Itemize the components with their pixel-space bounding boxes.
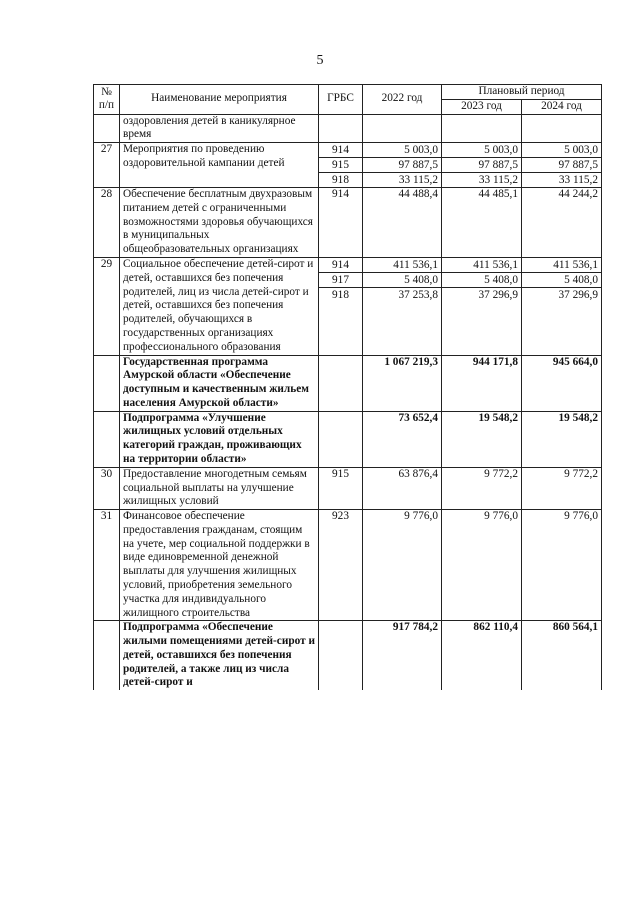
header-2023: 2023 год	[442, 99, 522, 114]
subprogram-2022: 917 784,2	[363, 621, 442, 690]
row-name: Обеспечение бесплатным двухразовым питанием детей с ограниченными возможностями здоровья обучающихся в муниципальных общеобразовательных организациях	[120, 188, 319, 258]
program-2023: 944 171,8	[442, 355, 522, 411]
subprogram-name: Подпрограмма «Обеспечение жилыми помещениями детей-сирот и детей, оставшихся без попечения родителей, а также лиц из числа детей-сирот и	[120, 621, 319, 690]
row-2022: 5 003,0 97 887,5 33 115,2	[363, 143, 442, 188]
row-number: 31	[94, 510, 120, 621]
header-plan-period: Плановый период	[442, 85, 602, 100]
subprogram-2022: 73 652,4	[363, 411, 442, 467]
row-grbs: 923	[319, 510, 363, 621]
row-grbs: 914 915 918	[319, 143, 363, 188]
row-2022: 44 488,4	[363, 188, 442, 258]
table-row	[94, 114, 602, 143]
budget-table	[93, 84, 602, 690]
table-row	[94, 143, 602, 188]
header-2022: 2022 год	[363, 85, 442, 115]
header-name: Наименование мероприятия	[120, 85, 319, 115]
row-2024: 9 776,0	[522, 510, 602, 621]
subprogram-name: Подпрограмма «Улучшение жилищных условий отдельных категорий граждан, проживающих на территории области»	[120, 411, 319, 467]
program-2024: 945 664,0	[522, 355, 602, 411]
table-row	[94, 258, 602, 355]
table-row	[94, 510, 602, 621]
header-grbs: ГРБС	[319, 85, 363, 115]
header-number: № п/п	[94, 85, 120, 115]
row-grbs: 914	[319, 188, 363, 258]
subprogram-row	[94, 621, 602, 690]
program-row	[94, 355, 602, 411]
row-2024: 411 536,1 5 408,0 37 296,9	[522, 258, 602, 355]
row-2023: 44 485,1	[442, 188, 522, 258]
subprogram-2023: 862 110,4	[442, 621, 522, 690]
row-2023: 5 003,0 97 887,5 33 115,2	[442, 143, 522, 188]
row-name: Финансовое обеспечение предоставления гражданам, стоящим на учете, мер социальной поддержки в виде единовременной денежной выплаты для улучшения жилищных условий, приобретения земельного участка для индивидуального жилищного строительства	[120, 510, 319, 621]
subprogram-2023: 19 548,2	[442, 411, 522, 467]
subprogram-row	[94, 411, 602, 467]
row-2024: 9 772,2	[522, 467, 602, 509]
row-2023: 9 772,2	[442, 467, 522, 509]
row-2024: 5 003,0 97 887,5 33 115,2	[522, 143, 602, 188]
table-header-row	[94, 85, 602, 100]
subprogram-2024: 19 548,2	[522, 411, 602, 467]
subprogram-2024: 860 564,1	[522, 621, 602, 690]
row-grbs: 915	[319, 467, 363, 509]
row-name: Мероприятия по проведению оздоровительной кампании детей	[120, 143, 319, 188]
row-name: Социальное обеспечение детей-сирот и детей, оставшихся без попечения родителей, лиц из числа детей-сирот и детей, оставшихся без попечения родителей, обучающихся в государственных организациях профессионального образования	[120, 258, 319, 355]
page-number: 5	[316, 53, 324, 68]
row-name: Предоставление многодетным семьям социальной выплаты на улучшение жилищных условий	[120, 467, 319, 509]
row-number: 28	[94, 188, 120, 258]
row-2023: 411 536,1 5 408,0 37 296,9	[442, 258, 522, 355]
row-number: 27	[94, 143, 120, 188]
program-name: Государственная программа Амурской области «Обеспечение доступным и качественным жильем населения Амурской области»	[120, 355, 319, 411]
table-row	[94, 188, 602, 258]
row-2022: 411 536,1 5 408,0 37 253,8	[363, 258, 442, 355]
row-grbs: 914 917 918	[319, 258, 363, 355]
table-row	[94, 467, 602, 509]
row-number: 30	[94, 467, 120, 509]
header-2024: 2024 год	[522, 99, 602, 114]
program-2022: 1 067 219,3	[363, 355, 442, 411]
row-2023: 9 776,0	[442, 510, 522, 621]
row-name: оздоровления детей в каникулярное время	[120, 114, 319, 143]
row-2024: 44 244,2	[522, 188, 602, 258]
row-2022: 9 776,0	[363, 510, 442, 621]
row-2022: 63 876,4	[363, 467, 442, 509]
row-number: 29	[94, 258, 120, 355]
